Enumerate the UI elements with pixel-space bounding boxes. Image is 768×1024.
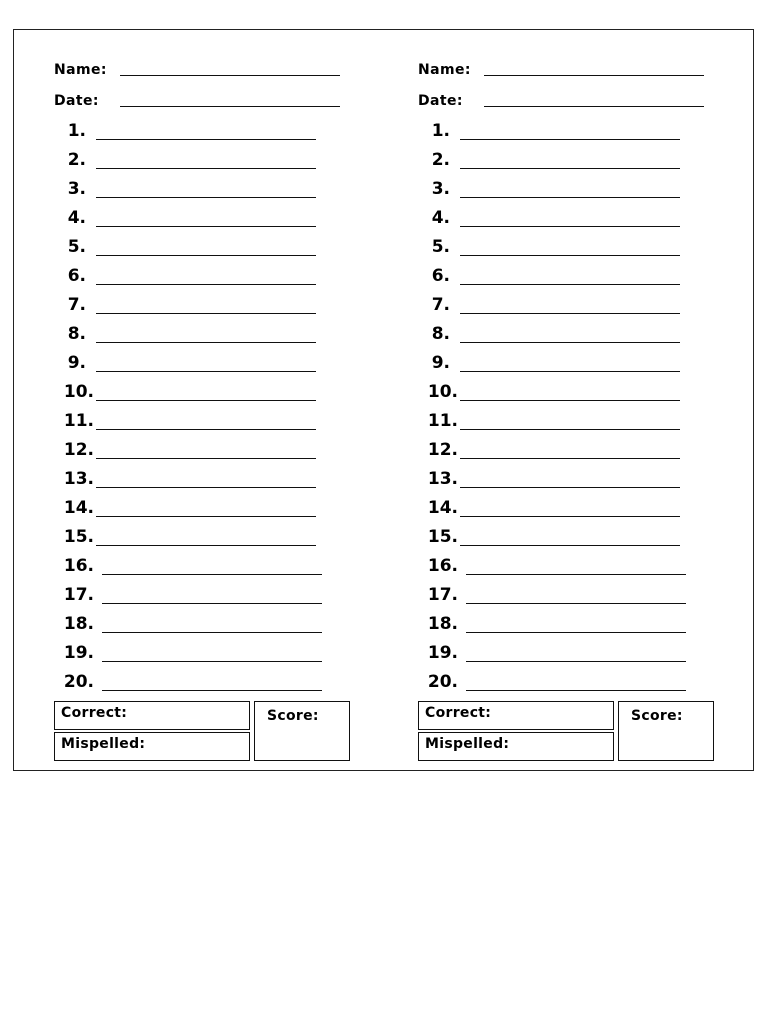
answer-blank-line[interactable] xyxy=(96,371,316,372)
item-number: 18. xyxy=(427,614,458,634)
answer-row xyxy=(418,440,718,460)
answer-blank-line[interactable] xyxy=(96,226,316,227)
date-label: Date: xyxy=(54,93,99,109)
answer-row xyxy=(418,585,718,605)
item-number: 1. xyxy=(67,121,86,141)
answer-row xyxy=(54,469,354,489)
item-number: 20. xyxy=(63,672,94,692)
answer-blank-line[interactable] xyxy=(102,690,322,691)
answer-blank-line[interactable] xyxy=(96,400,316,401)
answer-row xyxy=(418,266,718,286)
item-number: 7. xyxy=(67,295,86,315)
answer-blank-line[interactable] xyxy=(460,400,680,401)
answer-blank-line[interactable] xyxy=(460,168,680,169)
mispelled-label: Mispelled: xyxy=(425,736,510,752)
item-number: 19. xyxy=(63,643,94,663)
item-number: 20. xyxy=(427,672,458,692)
score-box[interactable] xyxy=(618,701,714,761)
answer-blank-line[interactable] xyxy=(460,313,680,314)
score-label: Score: xyxy=(267,708,319,724)
item-number: 5. xyxy=(431,237,450,257)
item-number: 3. xyxy=(431,179,450,199)
answer-row xyxy=(54,208,354,228)
answer-blank-line[interactable] xyxy=(96,139,316,140)
answer-row xyxy=(418,121,718,141)
item-number: 2. xyxy=(67,150,86,170)
item-number: 11. xyxy=(63,411,94,431)
answer-blank-line[interactable] xyxy=(96,255,316,256)
answer-row xyxy=(418,295,718,315)
item-number: 9. xyxy=(67,353,86,373)
answer-row xyxy=(54,121,354,141)
item-number: 6. xyxy=(67,266,86,286)
answer-row xyxy=(54,324,354,344)
answer-blank-line[interactable] xyxy=(460,458,680,459)
answer-row xyxy=(418,382,718,402)
answer-row xyxy=(418,411,718,431)
answer-row xyxy=(54,585,354,605)
answer-blank-line[interactable] xyxy=(102,661,322,662)
item-number: 1. xyxy=(431,121,450,141)
answer-row xyxy=(418,324,718,344)
answer-row xyxy=(54,643,354,663)
answer-blank-line[interactable] xyxy=(102,632,322,633)
answer-row xyxy=(418,672,718,692)
answer-blank-line[interactable] xyxy=(96,429,316,430)
item-number: 15. xyxy=(427,527,458,547)
item-number: 7. xyxy=(431,295,450,315)
item-number: 15. xyxy=(63,527,94,547)
answer-blank-line[interactable] xyxy=(460,516,680,517)
answer-row xyxy=(418,150,718,170)
answer-blank-line[interactable] xyxy=(102,603,322,604)
answer-row xyxy=(418,469,718,489)
item-number: 6. xyxy=(431,266,450,286)
item-number: 8. xyxy=(67,324,86,344)
score-box[interactable] xyxy=(254,701,350,761)
answer-blank-line[interactable] xyxy=(96,342,316,343)
answer-blank-line[interactable] xyxy=(96,197,316,198)
answer-row xyxy=(418,527,718,547)
date-blank-line[interactable] xyxy=(484,106,704,107)
item-number: 14. xyxy=(63,498,94,518)
item-number: 10. xyxy=(63,382,94,402)
answer-row xyxy=(54,150,354,170)
answer-blank-line[interactable] xyxy=(460,545,680,546)
answer-blank-line[interactable] xyxy=(466,632,686,633)
correct-box[interactable] xyxy=(54,701,250,730)
answer-blank-line[interactable] xyxy=(460,487,680,488)
correct-box[interactable] xyxy=(418,701,614,730)
name-label: Name: xyxy=(54,62,107,78)
item-number: 12. xyxy=(427,440,458,460)
answer-row xyxy=(54,440,354,460)
answer-row xyxy=(418,556,718,576)
answer-blank-line[interactable] xyxy=(96,487,316,488)
answer-blank-line[interactable] xyxy=(466,603,686,604)
answer-row xyxy=(54,266,354,286)
date-label: Date: xyxy=(418,93,463,109)
answer-blank-line[interactable] xyxy=(460,284,680,285)
answer-row xyxy=(54,411,354,431)
worksheet-right xyxy=(418,30,738,770)
mispelled-label: Mispelled: xyxy=(61,736,146,752)
item-number: 4. xyxy=(67,208,86,228)
name-row xyxy=(418,60,471,78)
answer-blank-line[interactable] xyxy=(96,458,316,459)
answer-row xyxy=(54,295,354,315)
answer-row xyxy=(418,208,718,228)
item-number: 17. xyxy=(427,585,458,605)
answer-blank-line[interactable] xyxy=(96,284,316,285)
answer-row xyxy=(54,498,354,518)
answer-blank-line[interactable] xyxy=(466,690,686,691)
answer-blank-line[interactable] xyxy=(102,574,322,575)
correct-label: Correct: xyxy=(61,705,128,721)
answer-row xyxy=(418,353,718,373)
item-number: 10. xyxy=(427,382,458,402)
item-number: 3. xyxy=(67,179,86,199)
answer-blank-line[interactable] xyxy=(96,545,316,546)
item-number: 16. xyxy=(63,556,94,576)
answer-blank-line[interactable] xyxy=(460,255,680,256)
answer-row xyxy=(54,179,354,199)
name-label: Name: xyxy=(418,62,471,78)
answer-blank-line[interactable] xyxy=(460,226,680,227)
item-number: 12. xyxy=(63,440,94,460)
answer-row xyxy=(418,643,718,663)
answer-row xyxy=(418,237,718,257)
answer-blank-line[interactable] xyxy=(96,313,316,314)
item-number: 13. xyxy=(427,469,458,489)
answer-row xyxy=(54,353,354,373)
answer-row xyxy=(54,614,354,634)
answer-row xyxy=(54,237,354,257)
mispelled-box[interactable] xyxy=(54,732,250,761)
answer-blank-line[interactable] xyxy=(460,139,680,140)
item-number: 11. xyxy=(427,411,458,431)
item-number: 16. xyxy=(427,556,458,576)
item-number: 13. xyxy=(63,469,94,489)
item-number: 14. xyxy=(427,498,458,518)
date-blank-line[interactable] xyxy=(120,106,340,107)
answer-blank-line[interactable] xyxy=(96,516,316,517)
answer-blank-line[interactable] xyxy=(460,342,680,343)
correct-label: Correct: xyxy=(425,705,492,721)
date-row xyxy=(54,91,99,109)
answer-row xyxy=(418,498,718,518)
item-number: 8. xyxy=(431,324,450,344)
date-row xyxy=(418,91,463,109)
answer-row xyxy=(54,382,354,402)
item-number: 9. xyxy=(431,353,450,373)
answer-row xyxy=(418,614,718,634)
worksheet-left xyxy=(54,30,374,770)
name-blank-line[interactable] xyxy=(120,75,340,76)
answer-blank-line[interactable] xyxy=(460,197,680,198)
answer-row xyxy=(418,179,718,199)
name-row xyxy=(54,60,107,78)
worksheet-page xyxy=(13,29,754,771)
item-number: 4. xyxy=(431,208,450,228)
score-label: Score: xyxy=(631,708,683,724)
item-number: 19. xyxy=(427,643,458,663)
answer-row xyxy=(54,672,354,692)
answer-blank-line[interactable] xyxy=(466,661,686,662)
item-number: 5. xyxy=(67,237,86,257)
item-number: 2. xyxy=(431,150,450,170)
answer-blank-line[interactable] xyxy=(460,429,680,430)
answer-blank-line[interactable] xyxy=(96,168,316,169)
answer-blank-line[interactable] xyxy=(466,574,686,575)
answer-row xyxy=(54,556,354,576)
answer-row xyxy=(54,527,354,547)
name-blank-line[interactable] xyxy=(484,75,704,76)
mispelled-box[interactable] xyxy=(418,732,614,761)
item-number: 18. xyxy=(63,614,94,634)
answer-blank-line[interactable] xyxy=(460,371,680,372)
item-number: 17. xyxy=(63,585,94,605)
